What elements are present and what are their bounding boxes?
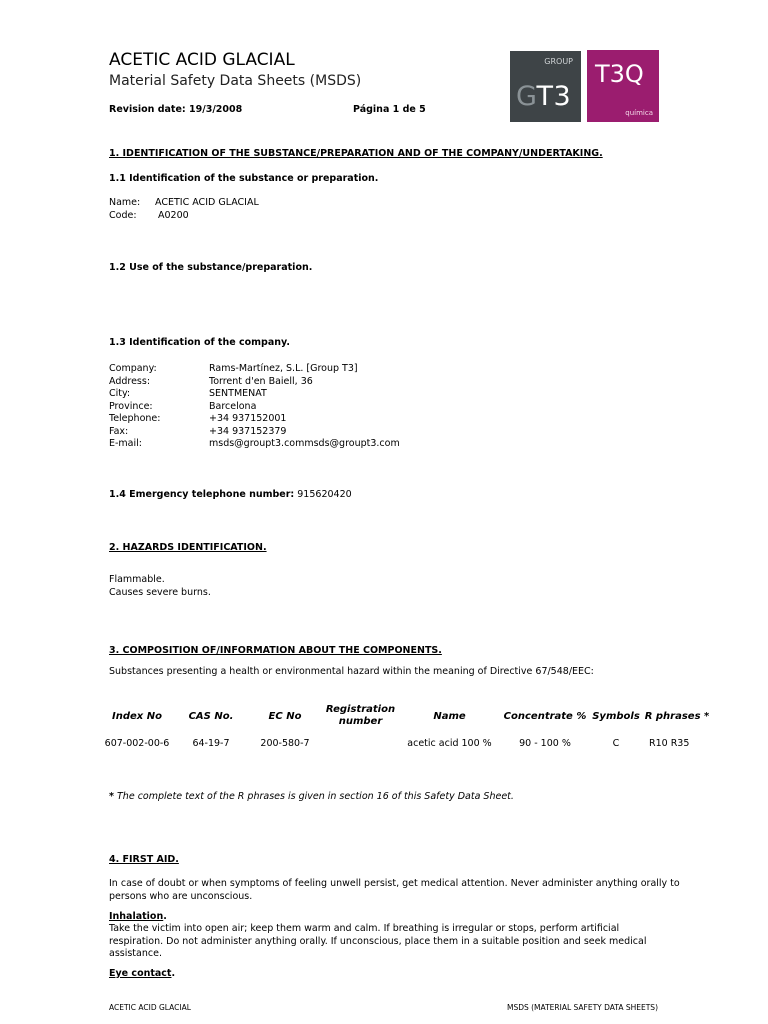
col-name: Name [433, 710, 466, 722]
first-aid-intro-line: persons who are unconscious. [109, 890, 253, 902]
cell-symbols: C [612, 737, 620, 749]
fax-value: +34 937152379 [209, 425, 287, 437]
address-value: Torrent d'en Baiell, 36 [209, 375, 313, 387]
cell-r-phrases: R10 R35 [649, 737, 690, 749]
components-table [101, 700, 713, 754]
col-r-phrases: R phrases * [644, 710, 710, 722]
email-value[interactable]: msds@groupt3.commsds@groupt3.com [209, 438, 400, 449]
hazard-line: Flammable. [109, 574, 165, 585]
t3q-logo-sub: química [625, 109, 653, 117]
cell-ec-no: 200-580-7 [260, 737, 310, 749]
cell-concentrate: 90 - 100 % [519, 737, 571, 749]
hazard-line: Causes severe burns. [109, 586, 211, 598]
city-value: SENTMENAT [209, 388, 267, 399]
city-label: City: [109, 388, 131, 399]
note-star: * [109, 791, 114, 802]
code-label: Code: [109, 210, 137, 221]
inhalation-line: assistance. [109, 948, 162, 959]
company-values [209, 363, 400, 451]
section1-1-heading: 1.1 Identification of the substance or preparation. [109, 173, 379, 184]
table-header-row [101, 700, 713, 732]
cell-cas-no: 64-19-7 [192, 737, 230, 749]
telephone-value: +34 937152001 [209, 413, 287, 424]
company-value: Rams-Martínez, S.L. [Group T3] [209, 363, 358, 374]
emergency-phone [109, 489, 352, 500]
r-phrases-note [109, 791, 514, 802]
telephone-label: Telephone: [109, 413, 161, 424]
address-label: Address: [109, 375, 151, 387]
section1-3-heading: 1.3 Identification of the company. [109, 337, 290, 348]
fax-label: Fax: [109, 425, 129, 437]
section2-heading: 2. HAZARDS IDENTIFICATION. [109, 542, 267, 553]
col-index-no: Index No [112, 710, 162, 722]
inhalation-text [109, 923, 646, 961]
name-label: Name: [109, 197, 141, 208]
inhalation-line: Take the victim into open air; keep them warm and calm. If breathing is irregular or stops, perform artificial [109, 923, 620, 934]
company-label: Company: [109, 363, 157, 374]
inhalation-heading: Inhalation. [109, 911, 167, 922]
hazards-list [109, 574, 211, 599]
note-text: The complete text of the R phrases is given in section 16 of this Safety Data Sheet. [117, 791, 514, 802]
code-value: A0200 [158, 210, 189, 221]
eye-contact-label: Eye contact [109, 968, 172, 979]
province-value: Barcelona [209, 400, 257, 412]
gt3-logo-group-text: GROUP [544, 57, 573, 66]
col-registration-number: Registration number [325, 704, 396, 727]
email-label: E-mail: [109, 438, 142, 449]
document-title: ACETIC ACID GLACIAL [109, 50, 295, 70]
page-number: Página 1 de 5 [353, 104, 426, 115]
gt3-logo [510, 51, 581, 122]
t3q-logo [587, 50, 659, 122]
gt3-logo-mark: GT3 [516, 81, 572, 112]
cell-index-no: 607-002-00-6 [104, 737, 170, 749]
section4-heading: 4. FIRST AID. [109, 854, 179, 865]
cell-registration-number [321, 732, 400, 754]
section3-heading: 3. COMPOSITION OF/INFORMATION ABOUT THE COMPONENTS. [109, 645, 442, 656]
col-concentrate: Concentrate % [503, 710, 587, 722]
emergency-phone-label: 1.4 Emergency telephone number: [109, 489, 295, 500]
section3-intro: Substances presenting a health or environmental hazard within the meaning of Directive 67/548/EEC: [109, 666, 594, 677]
first-aid-intro [109, 878, 680, 903]
emergency-phone-value: 915620420 [297, 489, 352, 500]
eye-contact-heading: Eye contact. [109, 968, 176, 979]
section1-2-heading: 1.2 Use of the substance/preparation. [109, 262, 313, 273]
col-symbols: Symbols [592, 710, 640, 722]
document-subtitle: Material Safety Data Sheets (MSDS) [109, 73, 362, 89]
name-value: ACETIC ACID GLACIAL [155, 197, 259, 208]
t3q-logo-mark: T3Q [595, 60, 644, 88]
section1-heading: 1. IDENTIFICATION OF THE SUBSTANCE/PREPARATION AND OF THE COMPANY/UNDERTAKING. [109, 148, 603, 159]
first-aid-intro-line: In case of doubt or when symptoms of feeling unwell persist, get medical attention. Never administer anything orally to [109, 878, 680, 889]
footer-left: ACETIC ACID GLACIAL [109, 1003, 191, 1012]
table-row [101, 732, 713, 754]
company-labels [109, 363, 160, 451]
cell-name: acetic acid 100 % [407, 737, 492, 749]
col-cas-no: CAS No. [188, 710, 234, 722]
footer-right: MSDS (MATERIAL SAFETY DATA SHEETS) [506, 1003, 658, 1012]
province-label: Province: [109, 400, 153, 412]
col-ec-no: EC No [268, 710, 302, 722]
inhalation-label: Inhalation [109, 911, 164, 922]
revision-date: Revision date: 19/3/2008 [109, 104, 243, 115]
inhalation-line: respiration. Do not administer anything orally. If unconscious, place them in a suitable position and seek medical [109, 935, 647, 947]
